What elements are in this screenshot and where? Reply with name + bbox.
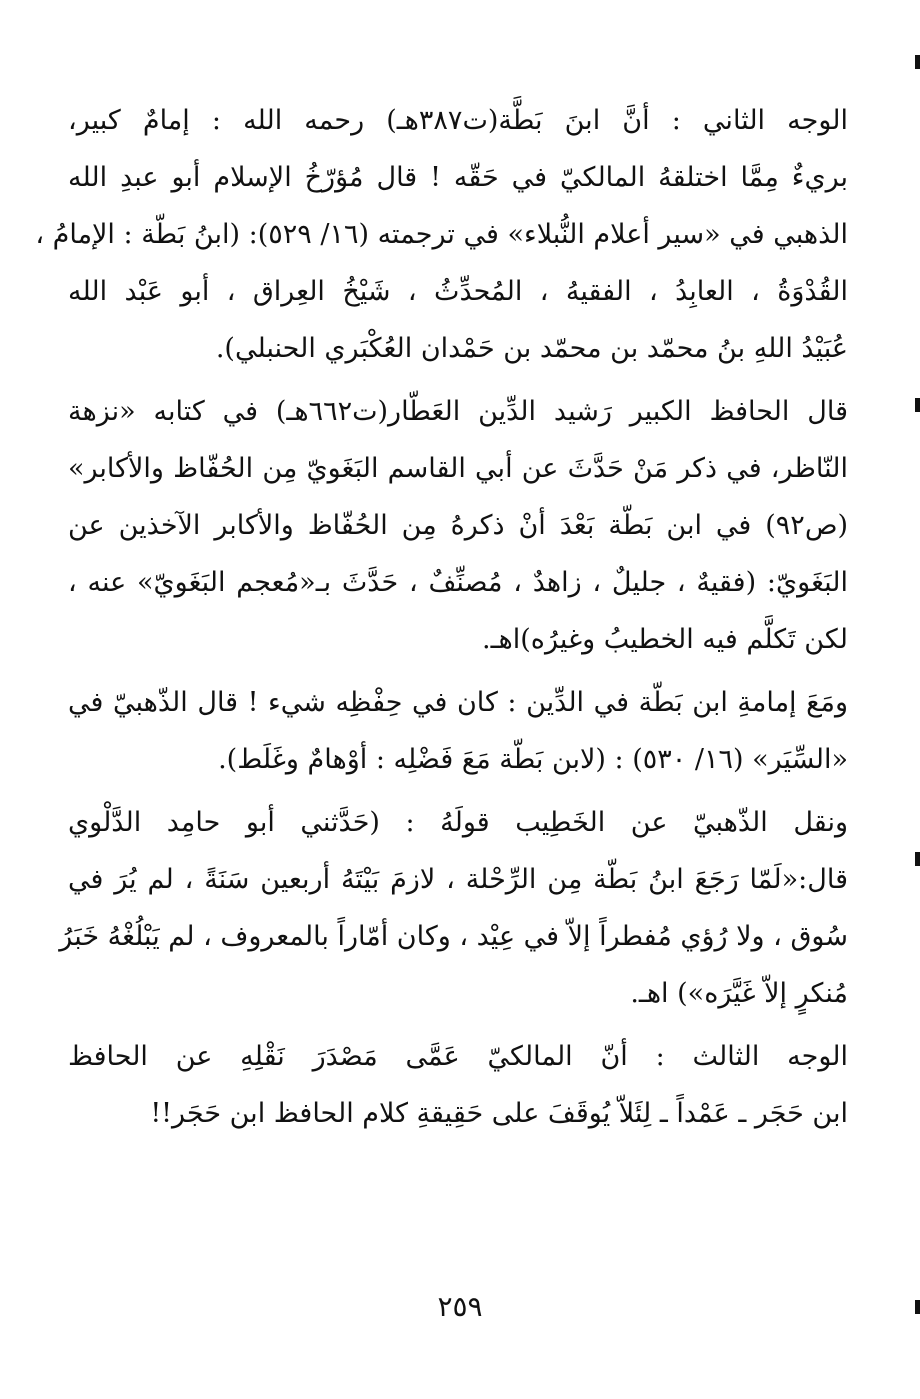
text-line: ومَعَ إمامةِ ابن بَطّة في الدِّين : كان في حِفْظِه شيء ! قال الذّهبيّ في xyxy=(68,687,848,718)
page-body-text xyxy=(35,92,848,1142)
page-edge-mark xyxy=(915,852,920,866)
text-line: سُوق ، ولا رُؤي مُفطراً إلاّ في عِيْد ، وكان أمّاراً بالمعروف ، لم يَبْلُغْهُ خَبَرُ xyxy=(59,921,848,952)
text-line: النّاظر، في ذكر مَنْ حَدَّثَ عن أبي القاسم البَغَويّ مِن الحُفّاظ والأكابر» xyxy=(68,453,848,484)
paragraph-second-aspect xyxy=(35,92,848,377)
text-line: القُدْوَةُ ، العابِدُ ، الفقيهُ ، المُحدِّثُ ، شَيْخُ العِراق ، أبو عَبْد الله xyxy=(68,276,848,307)
paragraph-attar-quote xyxy=(68,383,848,668)
text-line: البَغَويّ: (فقيهٌ ، جليلٌ ، زاهدٌ ، مُصنِّفٌ ، حَدَّثَ بـ«مُعجم البَغَويّ» عنه ، xyxy=(68,567,848,598)
page-edge-mark xyxy=(915,55,920,69)
text-line: عُبَيْدُ اللهِ بنُ محمّد بن محمّد بن حَمْدان العُكْبَري الحنبلي). xyxy=(215,333,848,364)
text-line: الوجه الثاني : أنَّ ابنَ بَطَّة(ت٣٨٧هـ) رحمه الله : إمامٌ كبير، xyxy=(68,105,848,136)
page-number: ٢٥٩ xyxy=(437,1290,483,1323)
paragraph-khatib-quote xyxy=(59,794,848,1022)
text-line: ونقل الذّهبيّ عن الخَطِيب قولَهُ : (حَدَّثني أبو حامِد الدَّلْوي xyxy=(68,807,848,838)
text-line: قال:«لَمّا رَجَعَ ابنُ بَطّة مِن الرِّحْلة ، لازمَ بَيْتَهُ أربعين سَنَةً ، لم يُرَ في xyxy=(68,864,848,895)
text-line: الذهبي في «سير أعلام النُّبلاء» في ترجمته (١٦/ ٥٢٩): (ابنُ بَطّة : الإمامُ ، xyxy=(35,219,848,250)
page-edge-mark xyxy=(915,398,920,412)
text-line: قال الحافظ الكبير رَشيد الدِّين العَطّار(ت٦٦٢هـ) في كتابه «نزهة xyxy=(68,396,848,427)
text-line: «السِّيَر» (١٦/ ٥٣٠) : (لابن بَطّة مَعَ فَضْلِه : أوْهامٌ وغَلَط). xyxy=(218,744,848,775)
paragraph-dhahabi-memory xyxy=(68,674,848,788)
text-line: لكن تَكلَّم فيه الخطيبُ وغيرُه)اهـ. xyxy=(482,624,848,655)
text-line: مُنكرٍ إلاّ غَيَّرَه») اهـ. xyxy=(630,978,848,1009)
text-line: ابن حَجَر ـ عَمْداً ـ لِئَلاّ يُوقَفَ على حَقِيقةِ كلام الحافظ ابن حَجَر!! xyxy=(150,1098,848,1129)
page-edge-mark xyxy=(915,1300,920,1314)
paragraph-third-aspect xyxy=(68,1028,848,1142)
text-line: الوجه الثالث : أنّ المالكيّ عَمَّى مَصْدَرَ نَقْلِهِ عن الحافظ xyxy=(68,1041,848,1072)
text-line: (ص٩٢) في ابن بَطّة بَعْدَ أنْ ذكرهُ مِن الحُفّاظ والأكابر الآخذين عن xyxy=(68,510,848,541)
text-line: بريءٌ مِمَّا اختلقهُ المالكيّ في حَقّه ! قال مُؤرّخُ الإسلام أبو عبدِ الله xyxy=(68,162,848,193)
